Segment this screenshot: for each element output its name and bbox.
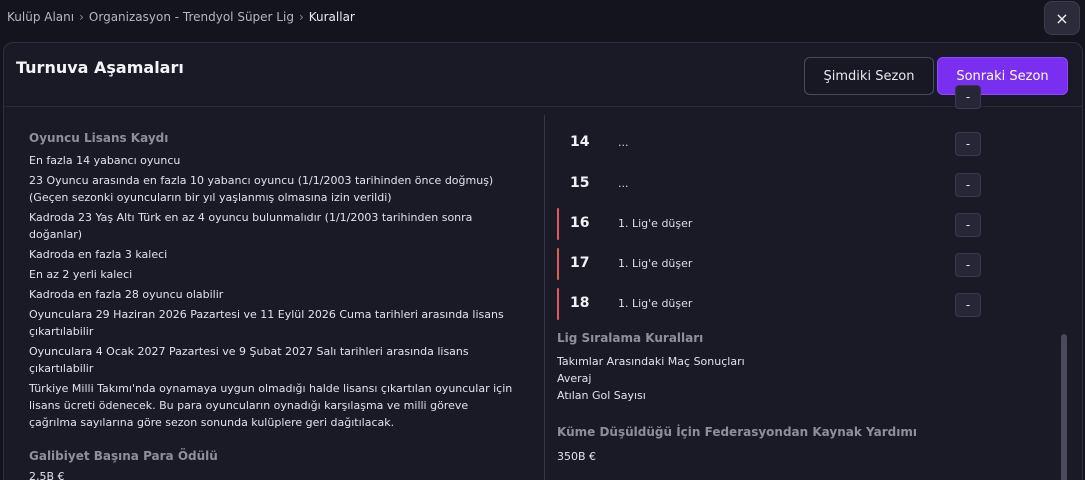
license-rule: Oyunculara 29 Haziran 2026 Pazartesi ve 11 Eylül 2026 Cuma tarihleri arasında lisans çıkartılabilir — [29, 308, 504, 338]
column-divider — [544, 115, 545, 480]
next-season-button[interactable]: Sonraki Sezon — [937, 57, 1068, 95]
license-rule-list — [29, 152, 519, 431]
standing-note: 1. Lig'e düşer — [618, 297, 693, 310]
license-rule: Oyunculara 4 Ocak 2027 Pazartesi ve 9 Şubat 2027 Salı tarihleri arasında lisans çıkartılabilir — [29, 345, 469, 375]
standing-action-button[interactable]: - — [955, 85, 981, 109]
relegation-support-block — [557, 425, 987, 468]
tournament-stages-panel — [3, 42, 1083, 480]
relegation-marker — [557, 208, 559, 240]
ranking-rule: Atılan Gol Sayısı — [557, 389, 646, 402]
standing-row-relegation — [557, 248, 987, 280]
standing-action-button[interactable]: - — [955, 213, 981, 237]
ranking-rules-block — [557, 331, 987, 404]
standing-note: 1. Lig'e düşer — [618, 257, 693, 270]
license-rule: Kadroda en fazla 28 oyuncu olabilir — [29, 288, 224, 301]
current-season-button[interactable]: Şimdiki Sezon — [804, 57, 934, 95]
license-rule: Kadroda 23 Yaş Altı Türk en az 4 oyuncu bulunmalıdır (1/1/2003 tarihinden sonra doğanlar) — [29, 211, 473, 241]
standing-row-relegation — [557, 288, 987, 320]
standing-position: 15 — [570, 175, 590, 191]
top-bar — [0, 0, 1085, 38]
breadcrumb-item-organization[interactable]: Organizasyon - Trendyol Süper Lig — [88, 10, 294, 24]
win-bonus-heading: Galibiyet Başına Para Ödülü — [29, 449, 218, 463]
license-rule: En az 2 yerli kaleci — [29, 268, 133, 281]
ranking-rule: Takımlar Arasındaki Maç Sonuçları — [557, 355, 745, 368]
ranking-rules-heading: Lig Sıralama Kuralları — [557, 331, 704, 345]
ranking-rule: Averaj — [557, 372, 592, 385]
license-heading: Oyuncu Lisans Kaydı — [29, 131, 169, 145]
chevron-right-icon: › — [298, 10, 304, 24]
page-title: Turnuva Aşamaları — [16, 58, 184, 77]
standing-position: 17 — [570, 255, 590, 271]
standing-action-button[interactable]: - — [955, 173, 981, 197]
standing-position: 18 — [570, 295, 590, 311]
breadcrumb-item-club-area[interactable]: Kulüp Alanı — [7, 10, 75, 24]
standing-action-button[interactable]: - — [955, 132, 981, 156]
breadcrumb — [7, 10, 355, 24]
standing-position: 16 — [570, 215, 590, 231]
standing-position: 14 — [570, 134, 590, 150]
close-icon: × — [1055, 8, 1069, 28]
standing-action-button[interactable]: - — [955, 293, 981, 317]
chevron-right-icon: › — [79, 10, 84, 24]
standing-action-button[interactable]: - — [955, 253, 981, 277]
license-rule: Türkiye Milli Takımı'nda oynamaya uygun olmadığı halde lisansı çıkartılan oyuncular için lisans ücreti ödenecek. Bu para oyuncuların oynadığı karşılaşma ve milli göreve çağrılma sayılarına göre sezon sonunda kulüplere geri dağıtılacak. — [29, 382, 513, 429]
win-bonus-value: 2,5B € — [29, 470, 65, 480]
close-button[interactable] — [1044, 1, 1080, 35]
license-rules-column — [29, 131, 519, 480]
relegation-marker — [557, 288, 559, 320]
license-rule: 23 Oyuncu arasında en fazla 10 yabancı oyuncu (1/1/2003 tarihinden önce doğmuş) (Geçen sezonki oyuncuların bir yıl yaşlanmış olmasına izin verildi) — [29, 174, 494, 204]
relegation-support-heading: Küme Düşüldüğü İçin Federasyondan Kaynak Yardımı — [557, 425, 917, 439]
standing-row — [557, 127, 987, 159]
breadcrumb-current: Kurallar — [308, 10, 355, 24]
standing-note: ... — [618, 136, 629, 149]
relegation-support-value: 350B € — [557, 450, 597, 463]
scrollbar[interactable] — [1061, 334, 1067, 480]
license-rule: En fazla 14 yabancı oyuncu — [29, 154, 181, 167]
standing-note: 1. Lig'e düşer — [618, 217, 693, 230]
relegation-marker — [557, 248, 559, 280]
standing-row — [557, 168, 987, 200]
standing-row-relegation — [557, 208, 987, 240]
license-rule: Kadroda en fazla 3 kaleci — [29, 248, 168, 261]
standing-note: ... — [618, 177, 629, 190]
